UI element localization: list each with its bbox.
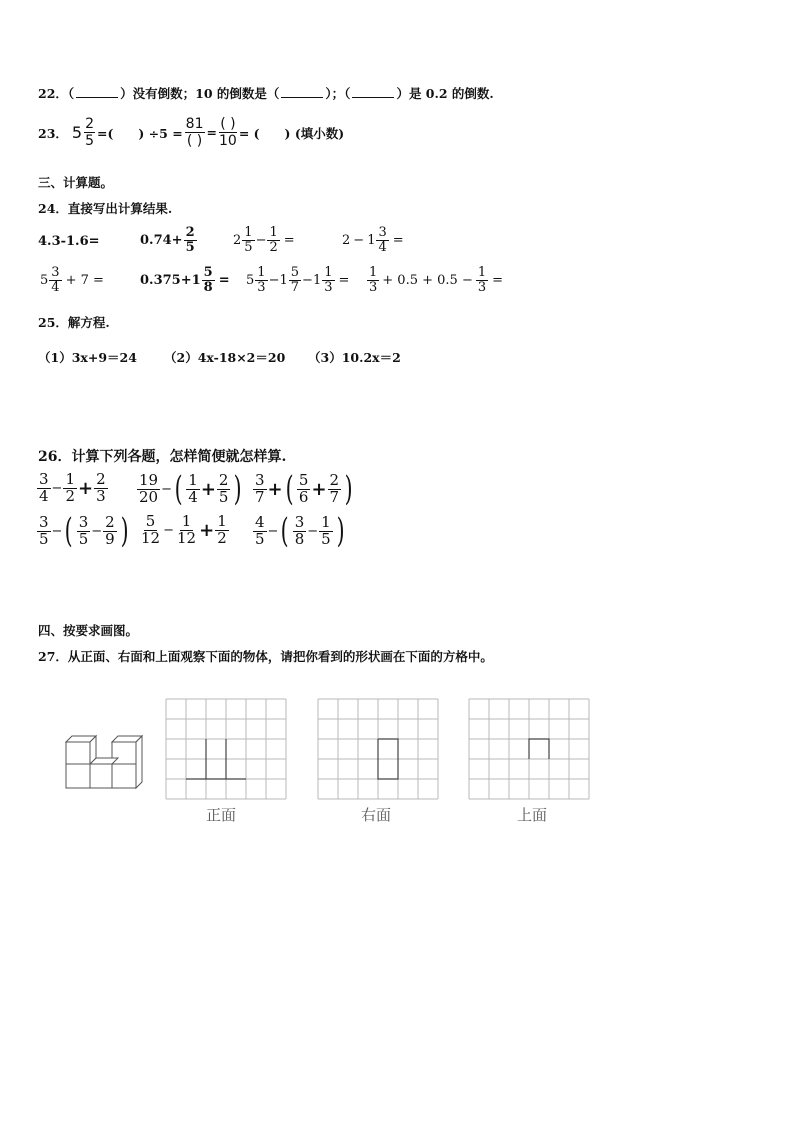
q22-blank-2[interactable] — [281, 85, 323, 98]
grid-label-top: 上面 — [517, 806, 548, 824]
q24-item-5: 5 $\frac{3}{4}$ + 7 = — [40, 265, 104, 295]
q23-eq: = — [206, 125, 217, 140]
q23-fraction-2: $\frac{81}{( )}$ — [185, 116, 204, 149]
q25-equation-3: （3）10.2x＝2 — [308, 350, 401, 365]
q26-expr-f: $\frac{4}{5}$ − ( $\frac{3}{8}$ − $\frac{1}{5}$ ) — [255, 511, 345, 551]
q24-item-4: 2 − 1 $\frac{3}{4}$ = — [342, 225, 404, 255]
grid-front-view[interactable] — [164, 698, 288, 800]
q26-expr-b: $\frac{19}{20}$ − ( $\frac{1}{4}$ + $\frac{2}{5}$ ) — [139, 469, 243, 509]
q23-whole: 5 — [71, 123, 83, 142]
q23-num: 23． — [38, 125, 68, 141]
q22-text-4: ）是 0.2 的倒数. — [396, 86, 494, 101]
q24-item-2: 0.74+ $\frac{2}{5}$ — [140, 225, 195, 255]
q24-item-6: 0.375+ 1 $\frac{5}{8}$ = — [140, 265, 230, 295]
cube-object-figure — [64, 734, 144, 794]
q24-item-8: $\frac{1}{3}$ + 0.5 + 0.5 − $\frac{1}{3}$ = — [369, 265, 504, 295]
grid-top-view[interactable] — [467, 698, 591, 800]
grid-label-front: 正面 — [206, 806, 237, 824]
q22-blank-3[interactable] — [352, 85, 394, 98]
q22-text-2: ）没有倒数；10 的倒数是（ — [120, 86, 280, 101]
example-outline — [529, 739, 549, 759]
q23-line — [38, 116, 344, 149]
q23-text-1: =( ) ÷5 = — [97, 125, 183, 141]
q22-line — [38, 84, 494, 102]
section-3-heading: 三、计算题。 — [38, 175, 114, 190]
q23-fraction-3: $\frac{( )}{10}$ — [218, 116, 237, 149]
q26-title: 26．计算下列各题，怎样简便就怎样算. — [38, 449, 287, 465]
q24-item-1: 4.3-1.6= — [38, 234, 100, 249]
q26-expr-a: $\frac{3}{4}$ − $\frac{1}{2}$ + $\frac{2}{3}$ — [39, 470, 106, 505]
q23-text-2: = ( ) (填小数) — [238, 125, 345, 141]
q22-text-1: （ — [67, 86, 75, 101]
q22-num: 22． — [38, 86, 68, 101]
q24-item-3: 2 $\frac{1}{5}$ − $\frac{1}{2}$ = — [233, 225, 295, 255]
q26-expr-c: $\frac{3}{7}$ + ( $\frac{5}{6}$ + $\frac{2}{7}$ ) — [255, 469, 353, 509]
q22-blank-1[interactable] — [76, 85, 118, 98]
q25-equation-2: （2）4x-18×2＝20 — [164, 350, 286, 365]
grid-right-view[interactable] — [316, 698, 440, 800]
q27-title: 27．从正面、右面和上面观察下面的物体，请把你看到的形状画在下面的方格中。 — [38, 649, 493, 664]
q25-equation-1: （1）3x+9＝24 — [38, 350, 137, 365]
q23-fraction-1: $\frac{2}{5}$ — [85, 116, 95, 149]
q25-title: 25．解方程. — [38, 315, 110, 330]
grid-label-right: 右面 — [361, 806, 392, 824]
q22-text-3: ）；（ — [325, 86, 351, 101]
section-4-heading: 四、按要求画图。 — [38, 623, 139, 638]
q24-item-7: 5 $\frac{1}{3}$ − 1 $\frac{5}{7}$ − 1 $\frac{1}{3}$ = — [246, 265, 350, 295]
q26-expr-d: $\frac{3}{5}$ − ( $\frac{3}{5}$ − $\frac{2}{9}$ ) — [39, 511, 129, 551]
q26-expr-e: $\frac{5}{12}$ − $\frac{1}{12}$ + $\frac{1}{2}$ — [141, 512, 227, 547]
q24-title: 24．直接写出计算结果. — [38, 201, 173, 216]
